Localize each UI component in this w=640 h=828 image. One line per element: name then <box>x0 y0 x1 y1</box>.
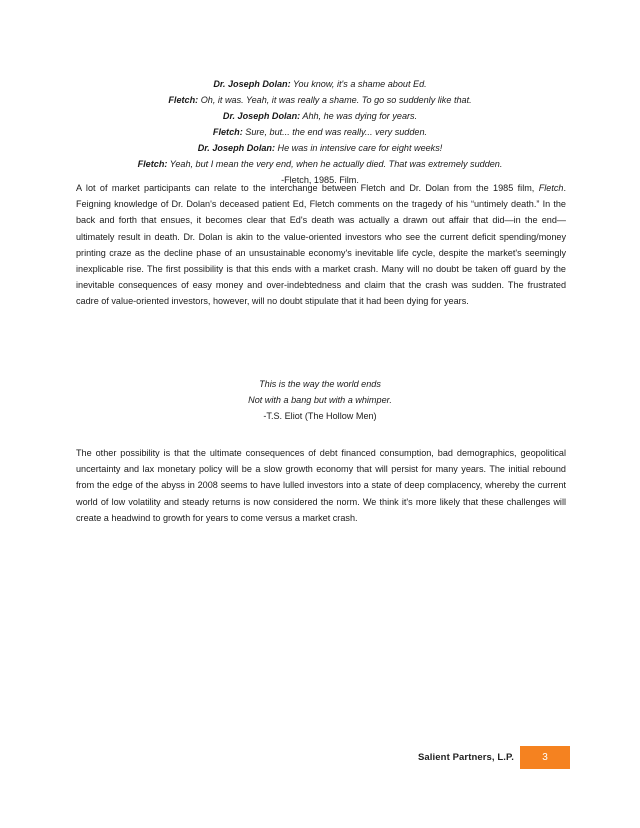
dialogue-speaker: Fletch: <box>212 127 243 137</box>
epigraph-source: -Fletch, 1985. Film. <box>281 175 359 185</box>
dialogue-line <box>70 92 570 108</box>
dialogue-line <box>70 76 570 92</box>
film-title: Fletch <box>538 183 564 193</box>
footer-company-name: Salient Partners, L.P. <box>417 752 514 763</box>
body-paragraph-2: The other possibility is that the ultimate consequences of debt financed consumption, bad demographics, geopolitical uncertainty and lax monetary policy will be a slow growth economy that will persist for many years. The initial rebound from the edge of the abyss in 2008 seems to have lulled investors into a state of deep complacency, whereby the current world of low volatility and steady returns is now considered the norm. We think it's more likely that these challenges will create a headwind to growth for years to come versus a market crash. <box>76 448 566 523</box>
dialogue-line <box>70 108 570 124</box>
dialogue-speaker: Fletch: <box>168 95 199 105</box>
dialogue-text: Sure, but... the end was really... very sudden. <box>242 127 428 137</box>
dialogue-text: You know, it's a shame about Ed. <box>290 79 427 89</box>
dialogue-line <box>70 156 570 172</box>
dialogue-line <box>70 124 570 140</box>
poem-line: Not with a bang but with a whimper. <box>248 395 392 405</box>
paragraph-text: A lot of market participants can relate to the interchange between Fletch and Dr. Dolan from the 1985 film, <box>76 183 539 193</box>
eliot-epigraph <box>70 376 570 424</box>
fletch-dialogue-epigraph <box>70 76 570 188</box>
dialogue-speaker: Dr. Joseph Dolan: <box>222 111 301 121</box>
paragraph-text: . Feigning knowledge of Dr. Dolan's deceased patient Ed, Fletch comments on the tragedy of his “untimely death.” In the back and forth that ensues, it becomes clear that Ed's death was actually a drawn out affair that did—in the end—ultimately result in death. Dr. Dolan is akin to the value-oriented investors who see the current deficit spending/money printing craze as the decline phase of an unsustainable economy's inevitable life cycle, despite the market's seemingly inexplicable rise. The first possibility is that this ends with a market crash. Many will no doubt be taken off guard by the inevitable consequences of easy money and over-indebtedness and claim that the crash was sudden. The frustrated cadre of value-oriented investors, however, will no doubt stipulate that it had been dying for years. <box>76 183 566 307</box>
dialogue-text: He was in intensive care for eight weeks! <box>275 143 443 153</box>
page-number: 3 <box>542 752 548 763</box>
poem-line: This is the way the world ends <box>259 379 381 389</box>
dialogue-text: Yeah, but I mean the very end, when he actually died. That was extremely sudden. <box>167 159 503 169</box>
body-paragraph-1 <box>76 180 566 310</box>
dialogue-speaker: Fletch: <box>137 159 168 169</box>
dialogue-line <box>70 140 570 156</box>
dialogue-text: Oh, it was. Yeah, it was really a shame. To go so suddenly like that. <box>198 95 472 105</box>
dialogue-speaker: Dr. Joseph Dolan: <box>197 143 275 153</box>
dialogue-speaker: Dr. Joseph Dolan: <box>213 79 291 89</box>
dialogue-text: Ahh, he was dying for years. <box>300 111 418 121</box>
page-number-badge <box>520 746 570 769</box>
epigraph-source: -T.S. Eliot (The Hollow Men) <box>263 411 377 421</box>
